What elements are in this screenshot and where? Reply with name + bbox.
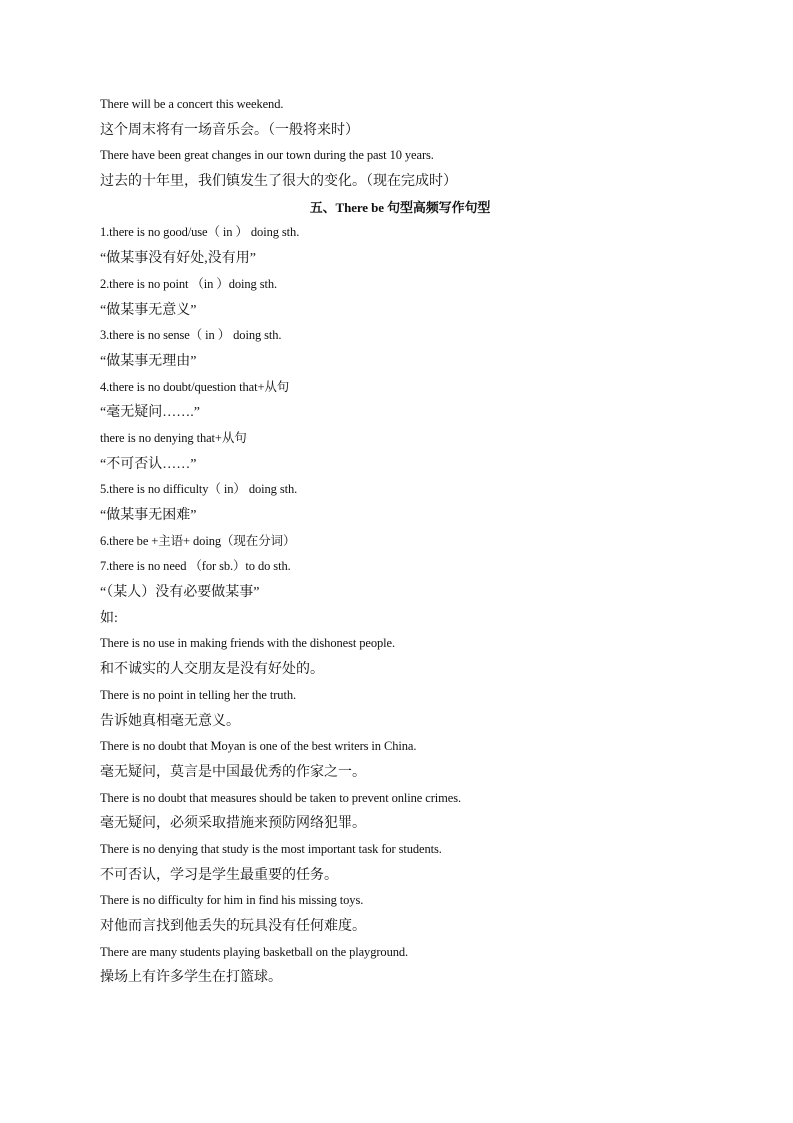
text-line: 3.there is no sense（ in ） doing sth. (100, 328, 282, 343)
text-line: “做某事无意义” (100, 302, 197, 318)
text-line: 6.there be +主语+ doing（现在分词） (100, 533, 296, 548)
text-line: there is no denying that+从句 (100, 430, 247, 445)
text-line: 这个周末将有一场音乐会。（一般将来时） (100, 122, 359, 138)
example-translation: 对他而言找到他丢失的玩具没有任何难度。 (100, 919, 366, 934)
text-line: “做某事无理由” (100, 353, 197, 369)
example-translation: 不可否认，学习是学生最重要的任务。 (100, 867, 338, 883)
example-sentence: There are many students playing basketball on the playground. (100, 944, 409, 959)
example-translation: 告诉她真相毫无意义。 (100, 713, 240, 729)
section-heading: 五、There be 句型高频写作句型 (309, 199, 491, 215)
text-line: “做某事无困难” (100, 508, 197, 523)
text-line: “毫无疑问…….” (100, 405, 200, 421)
example-sentence: There is no doubt that measures should be taken to prevent online crimes. (100, 790, 462, 805)
example-sentence: There is no doubt that Moyan is one of the best writers in China. (100, 739, 417, 754)
text-line: 过去的十年里，我们镇发生了很大的变化。（现在完成时） (100, 174, 457, 190)
text-line: There will be a concert this weekend. (100, 97, 284, 111)
example-sentence: There is no difficulty for him in find his missing toys. (100, 893, 364, 908)
text-line: “做某事没有好处,没有用” (100, 251, 256, 267)
text-line: 2.there is no point （in ）doing sth. (100, 276, 278, 291)
example-translation: 毫无疑问，莫言是中国最优秀的作家之一。 (100, 764, 366, 780)
example-translation: 和不诚实的人交朋友是没有好处的。 (100, 662, 324, 678)
example-translation: 毫无疑问，必须采取措施来预防网络犯罪。 (100, 816, 366, 832)
text-line: 5.there is no difficulty（ in） doing sth. (100, 482, 298, 497)
text-line: “不可否认……” (100, 456, 197, 472)
text-line: 1.there is no good/use（ in ） doing sth. (100, 225, 300, 240)
example-sentence: There is no use in making friends with the dishonest people. (100, 636, 395, 651)
example-translation: 操场上有许多学生在打篮球。 (100, 970, 282, 986)
example-sentence: There is no denying that study is the most important task for students. (100, 841, 442, 856)
example-sentence: There is no point in telling her the truth. (100, 687, 297, 702)
text-line: 4.there is no doubt/question that+从句 (100, 379, 290, 394)
text-line: “（某人）没有必要做某事” (100, 585, 260, 601)
text-line: 如: (100, 610, 118, 626)
text-line: There have been great changes in our town during the past 10 years. (100, 148, 434, 163)
text-line: 7.there is no need （for sb.）to do sth. (100, 559, 291, 574)
document-body (100, 92, 700, 991)
